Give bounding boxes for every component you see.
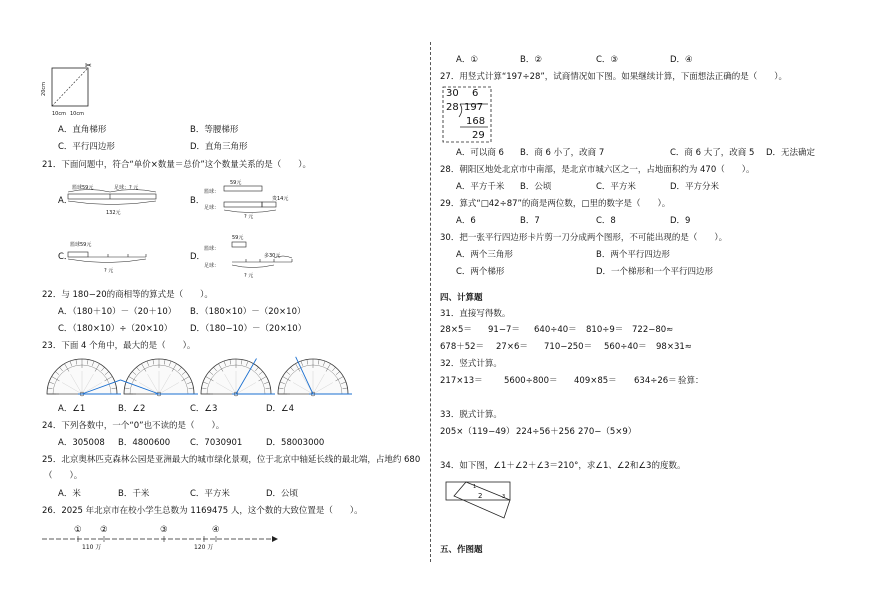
q21b-label4: 足球： xyxy=(204,205,220,211)
q33-item-1: 205×（119−49） xyxy=(440,427,515,437)
q31-text: 31．直接写得数。 xyxy=(440,309,511,319)
div-divisor: 28 xyxy=(446,102,459,113)
div-product: 168 xyxy=(466,116,486,127)
q29-option-b[interactable]: B．7 xyxy=(520,216,540,226)
q31-r2-c2: 27×6＝ xyxy=(496,342,528,352)
q28-option-c[interactable]: C．平方米 xyxy=(596,182,636,192)
q24-option-d[interactable]: D．58003000 xyxy=(266,438,325,448)
q26-text: 26．2025 年北京市在校小学生总数为 1169475 人，这个数的大致位置是（ ）。 xyxy=(42,506,363,516)
q28-option-d[interactable]: D．平方分米 xyxy=(670,182,720,192)
q25-option-a[interactable]: A．米 xyxy=(58,489,81,499)
q22-text: 22．与 180−20的商相等的算式是（ ）。 xyxy=(42,290,213,300)
q26-mark-4: ④ xyxy=(212,525,220,535)
q21c-label1: 篮球59元 xyxy=(70,242,92,248)
q27-text: 27．用竖式计算“197÷28”，试商情况如下图。如果继续计算，下面想法正确的是（ ）。 xyxy=(440,72,788,82)
q23-text: 23．下面 4 个角中，最大的是（ ）。 xyxy=(42,341,196,351)
q20-option-b[interactable]: B．等腰梯形 xyxy=(190,125,239,135)
q22-option-a[interactable]: A．（180＋10）－（20＋10） xyxy=(58,307,177,317)
q30-text: 30．把一张平行四边形卡片剪一刀分成两个图形，不可能出现的是（ ）。 xyxy=(440,233,728,243)
q20-option-a[interactable]: A．直角梯形 xyxy=(58,125,107,135)
q22-option-b[interactable]: B．（180×10）－（20×10） xyxy=(190,307,306,317)
q34-label-1: 1 xyxy=(473,484,477,490)
q25-option-c[interactable]: C．平方米 xyxy=(190,489,230,499)
q25-text-line2: （ ）。 xyxy=(44,471,83,481)
q21b-label1: 59元 xyxy=(230,180,242,186)
q31-r1-c2: 91−7＝ xyxy=(488,325,520,335)
q24-text: 24．下列各数中，一个“0”也不读的是（ ）。 xyxy=(42,421,225,431)
q21b-label5: ? 元 xyxy=(244,214,254,220)
q30-option-c[interactable]: C．两个梯形 xyxy=(456,267,505,277)
q21d-label3: 多30元 xyxy=(264,253,281,259)
q24-option-a[interactable]: A．305008 xyxy=(58,438,105,448)
div-crossed-quotient: 30 xyxy=(446,88,459,99)
q31-r1-c3: 640÷40＝ xyxy=(534,325,577,335)
q30-option-b[interactable]: B．两个平行四边形 xyxy=(596,250,670,260)
q22-option-c[interactable]: C．（180×10）÷（20×10） xyxy=(58,324,173,334)
q32-item-5: 验算： xyxy=(678,376,704,386)
q25-option-d[interactable]: D．公顷 xyxy=(266,489,299,499)
q28-option-a[interactable]: A．平方千米 xyxy=(456,182,505,192)
q27-option-a[interactable]: A．可以商 6 xyxy=(456,148,504,158)
q31-r2-c4: 560÷40＝ xyxy=(604,342,647,352)
q21d-diagram xyxy=(222,239,302,271)
square-bottom-label-a: 10cm xyxy=(52,111,66,117)
q32-item-1: 217×13＝ xyxy=(440,376,483,386)
q34-label-3: 3 xyxy=(502,494,506,500)
q24-option-b[interactable]: B．4800600 xyxy=(118,438,171,448)
q32-item-3: 409×85＝ xyxy=(574,376,617,386)
q23-option-c[interactable]: C．∠3 xyxy=(190,404,218,414)
q23-option-d[interactable]: D．∠4 xyxy=(266,404,295,414)
q26-option-b[interactable]: B．② xyxy=(520,55,542,65)
q21-option-d[interactable]: D． xyxy=(190,252,206,262)
section-4-heading: 四、计算题 xyxy=(440,293,483,303)
q32-item-2: 5600÷800＝ xyxy=(504,376,558,386)
q29-option-c[interactable]: C．8 xyxy=(596,216,616,226)
q21d-label4: 足球： xyxy=(204,263,220,269)
div-remainder: 29 xyxy=(472,130,485,141)
q31-r2-c1: 678＋52＝ xyxy=(440,342,485,352)
q25-option-b[interactable]: B．千米 xyxy=(118,489,150,499)
q31-r2-c5: 98×31≈ xyxy=(656,342,692,352)
q20-option-c[interactable]: C．平行四边形 xyxy=(58,142,115,152)
number-line-tick-110: 110 万 xyxy=(82,544,102,551)
protractor-row xyxy=(44,356,354,398)
q34-text: 34．如下图，∠1＋∠2＋∠3＝210°，求∠1、∠2和∠3的度数。 xyxy=(440,461,686,471)
q33-item-3: 270−（5×9） xyxy=(578,427,637,437)
q21d-label5: ? 元 xyxy=(244,273,254,279)
q21d-label1: 59元 xyxy=(232,235,244,241)
q26-option-d[interactable]: D．④ xyxy=(670,55,693,65)
q34-label-2: 2 xyxy=(478,492,483,500)
q28-text: 28．朝阳区地处北京市中南部，是北京市城六区之一，占地面积约为 470（ ）。 xyxy=(440,165,755,175)
q31-r1-c4: 810÷9＝ xyxy=(586,325,624,335)
q21-text: 21．下面问题中，符合“单价×数量＝总价”这个数量关系的是（ ）。 xyxy=(42,160,311,170)
q28-option-b[interactable]: B．公顷 xyxy=(520,182,552,192)
q32-text: 32．竖式计算。 xyxy=(440,359,502,369)
q21a-label1: 篮球59元 xyxy=(72,185,94,191)
q26-option-a[interactable]: A．① xyxy=(456,55,478,65)
q23-option-b[interactable]: B．∠2 xyxy=(118,404,146,414)
q29-option-d[interactable]: D．9 xyxy=(670,216,691,226)
q21d-label2: 篮球： xyxy=(204,246,220,252)
q31-r1-c1: 28×5＝ xyxy=(440,325,472,335)
section-5-heading: 五、作图题 xyxy=(440,545,483,555)
q20-option-d[interactable]: D．直角三角形 xyxy=(190,142,248,152)
q30-option-d[interactable]: D．一个梯形和一个平行四边形 xyxy=(596,267,714,277)
q26-mark-2: ② xyxy=(100,525,108,535)
q29-text: 29．算式“□42÷87”的商是两位数，□里的数字是（ ）。 xyxy=(440,199,671,209)
svg-text:✂: ✂ xyxy=(85,61,92,70)
q25-text-line1: 25．北京奥林匹克森林公园是亚洲最大的城市绿化景观，位于北京中轴延长线的最北端，占地约 680 xyxy=(42,455,421,465)
q33-item-2: 224÷56＋256 xyxy=(516,427,575,437)
q21a-label2: 足球：? 元 xyxy=(114,185,139,191)
square-bottom-label-b: 10cm xyxy=(70,111,84,117)
q21-option-c[interactable]: C． xyxy=(58,252,73,262)
q21b-label3: 贵14元 xyxy=(272,196,289,202)
q27-option-c[interactable]: C．商 6 大了，改商 5 xyxy=(670,148,755,158)
q26-mark-3: ③ xyxy=(160,525,168,535)
q27-option-d[interactable]: D．无法确定 xyxy=(766,148,816,158)
q27-option-b[interactable]: B．商 6 小了，改商 7 xyxy=(520,148,605,158)
square-side-label: 20cm xyxy=(40,82,47,96)
q31-r1-c5: 722−80≈ xyxy=(632,325,674,335)
div-dividend: 197 xyxy=(464,102,484,113)
q21a-label3: 132元 xyxy=(106,210,121,216)
q29-option-a[interactable]: A．6 xyxy=(456,216,476,226)
q21c-label2: ? 元 xyxy=(104,268,114,274)
q21-option-a[interactable]: A． xyxy=(58,196,73,206)
q22-option-d[interactable]: D．（180−10）－（20×10） xyxy=(190,324,307,334)
q33-text: 33．脱式计算。 xyxy=(440,410,502,420)
column-divider xyxy=(430,42,431,562)
q26-option-c[interactable]: C．③ xyxy=(596,55,619,65)
number-line-tick-120: 120 万 xyxy=(194,544,214,551)
number-line xyxy=(40,534,285,546)
q30-option-a[interactable]: A．两个三角形 xyxy=(456,250,513,260)
q32-item-4: 634÷26＝ xyxy=(634,376,677,386)
div-quotient: 6 xyxy=(472,88,479,99)
q24-option-c[interactable]: C．7030901 xyxy=(190,438,243,448)
q21b-diagram xyxy=(222,183,292,213)
q21-option-b[interactable]: B． xyxy=(190,196,205,206)
q21b-label2: 篮球： xyxy=(204,189,220,195)
q34-figure xyxy=(444,478,524,520)
q21c-diagram xyxy=(66,246,156,268)
q26-mark-1: ① xyxy=(74,525,82,535)
q31-r2-c3: 710−250＝ xyxy=(544,342,593,352)
q23-option-a[interactable]: A．∠1 xyxy=(58,404,86,414)
q21a-diagram xyxy=(66,188,166,210)
